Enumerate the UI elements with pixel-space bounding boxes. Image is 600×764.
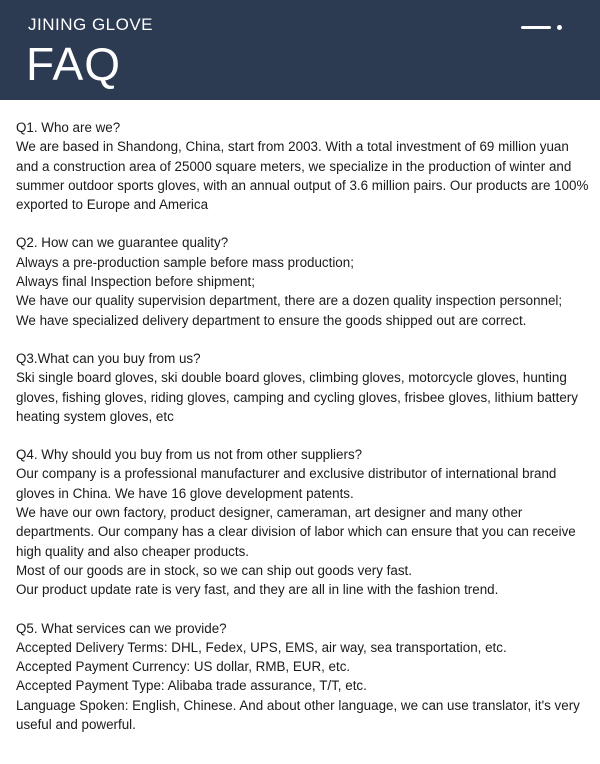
faq-answer-line: We have our own factory, product designer, cameraman, art designer and many other (16, 505, 523, 521)
faq-answer-line: Ski single board gloves, ski double board gloves, climbing gloves, motorcycle gloves, hunting (16, 370, 567, 386)
faq-question: Q1. Who are we? (16, 120, 121, 135)
faq-answer-line: We have our quality supervision department, there are a dozen quality inspection personnel; (16, 293, 563, 309)
faq-question: Q4. Why should you buy from us not from other suppliers? (16, 447, 363, 463)
header (0, 0, 600, 100)
faq-item-q5 (16, 619, 584, 735)
faq-answer-line: gloves, fishing gloves, riding gloves, camping and cycling gloves, frisbee gloves, lithium battery (16, 389, 578, 405)
brand-name: JINING GLOVE (28, 15, 154, 34)
faq-answer-line: departments. Our company has a clear division of labor which can ensure that you can receive (16, 524, 576, 540)
faq-answer-line: Language Spoken: English, Chinese. And about other language, we can use translator, it's very (16, 697, 580, 713)
faq-list (0, 100, 589, 734)
faq-answer-line: Accepted Payment Type: Alibaba trade assurance, T/T, etc. (16, 678, 367, 694)
faq-answer-line: summer outdoor sports gloves, with an annual output of 3.6 million pairs. Our products are 100% (16, 177, 589, 193)
page-title: FAQ (26, 38, 122, 90)
faq-item-q3 (16, 349, 584, 426)
faq-answer-line: exported to Europe and America (16, 197, 209, 213)
faq-item-q4 (16, 445, 584, 599)
faq-answer-line: We are based in Shandong, China, start from 2003. With a total investment of 69 million yuan (16, 139, 569, 155)
faq-answer-line: useful and powerful. (16, 717, 136, 733)
faq-answer-line: high quality and also cheaper products. (16, 543, 250, 559)
faq-answer-line: gloves in China. We have 16 glove development patents. (16, 485, 354, 501)
faq-answer-line: Accepted Delivery Terms: DHL, Fedex, UPS, EMS, air way, sea transportation, etc. (16, 639, 507, 655)
faq-answer-line: and a construction area of 25000 square meters, we specialize in the production of winter and (16, 158, 572, 174)
faq-answer-line: Always final Inspection before shipment; (16, 274, 255, 290)
faq-answer-line: Our product update rate is very fast, and they are all in line with the fashion trend. (16, 582, 499, 598)
menu-icon[interactable] (521, 25, 567, 31)
faq-answer-line: Always a pre-production sample before mass production; (16, 254, 354, 270)
faq-answer-line: Most of our goods are in stock, so we can ship out goods very fast. (16, 562, 412, 578)
faq-item-q2 (16, 233, 584, 329)
faq-question: Q3.What can you buy from us? (16, 350, 201, 366)
faq-answer-line: We have specialized delivery department to ensure the goods shipped out are correct. (16, 312, 527, 328)
faq-question: Q2. How can we guarantee quality? (16, 235, 229, 251)
faq-item-q1 (16, 118, 589, 214)
menu-dot (557, 25, 562, 30)
menu-bar (521, 26, 551, 29)
faq-answer-line: Our company is a professional manufacturer and exclusive distributor of international brand (16, 466, 557, 482)
faq-answer-line: Accepted Payment Currency: US dollar, RMB, EUR, etc. (16, 659, 351, 675)
faq-question: Q5. What services can we provide? (16, 620, 227, 636)
faq-answer-line: heating system gloves, etc (16, 408, 174, 424)
